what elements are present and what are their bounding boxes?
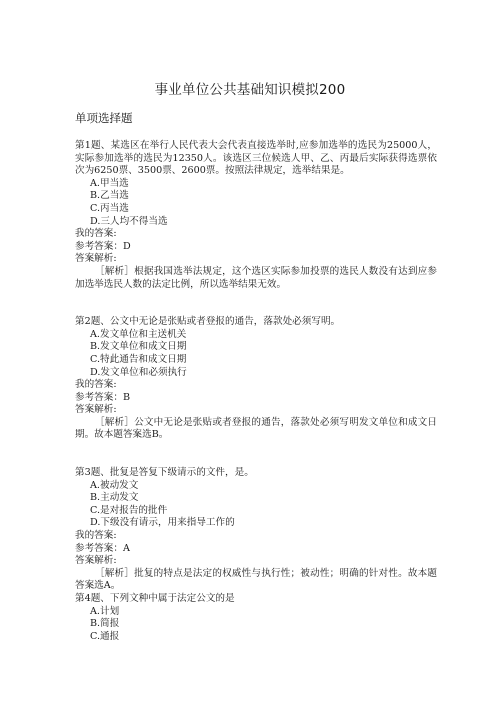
my-answer-label: 我的答案:	[75, 228, 117, 240]
option-list	[75, 606, 437, 644]
option-a: A.甲当选	[90, 177, 129, 189]
option-d: D.三人均不得当选	[90, 215, 168, 227]
my-answer-label: 我的答案:	[75, 379, 117, 391]
reference-answer: 参考答案：D	[75, 240, 131, 252]
option-b: B.简报	[90, 618, 120, 630]
my-answer-label: 我的答案:	[75, 530, 117, 542]
analysis-text: ［解析］公文中无论是张贴或者登报的通告，落款处必须写明发文单位和成文日期。故本题答案选B。	[75, 416, 437, 441]
analysis-label: 答案解析:	[75, 404, 117, 416]
section-heading: 单项选择题	[75, 111, 133, 125]
option-b: B.发文单位和成文日期	[90, 341, 187, 353]
option-list	[75, 178, 437, 228]
option-list	[75, 480, 437, 530]
question-text: 第4题、下列文种中属于法定公文的是	[75, 593, 235, 604]
option-c: C.通报	[90, 630, 120, 642]
option-c: C.是对报告的批件	[90, 504, 168, 516]
analysis-label: 答案解析:	[75, 555, 117, 567]
option-d: D.下级没有请示，用来指导工作的	[90, 517, 235, 529]
option-b: B.乙当选	[90, 190, 129, 202]
reference-answer: 参考答案：A	[75, 542, 130, 554]
analysis-label: 答案解析:	[75, 253, 117, 265]
option-c: C.丙当选	[90, 202, 129, 214]
question-2	[75, 316, 437, 442]
analysis-text: ［解析］批复的特点是法定的权威性与执行性；被动性；明确的针对性。故本题答案选A。	[75, 567, 437, 592]
question-1	[75, 140, 437, 291]
option-list	[75, 329, 437, 379]
spacer	[75, 291, 437, 316]
option-a: A.被动发文	[90, 479, 139, 491]
option-a: A.发文单位和主送机关	[90, 328, 187, 340]
document-title: 事业单位公共基础知识模拟200	[154, 82, 346, 98]
question-text: 第1题、某选区在举行人民代表大会代表直接选举时,应参加选举的选民为25000人，实际参加选举的选民为12350人。该选区三位候选人甲、乙、丙最后实际获得选票依次为6250票、3500票、2600票。按照法律规定，选举结果是。	[75, 140, 437, 177]
option-a: A.计划	[90, 605, 120, 617]
option-c: C.特此通告和成文日期	[90, 353, 187, 365]
option-b: B.主动发文	[90, 492, 139, 504]
question-4	[75, 593, 437, 643]
reference-answer: 参考答案：B	[75, 391, 131, 403]
analysis-text: ［解析］根据我国选举法规定，这个选区实际参加投票的选民人数没有达到应参加选举选民人数的法定比例，所以选举结果无效。	[75, 265, 437, 290]
question-text: 第2题、公文中无论是张贴或者登报的通告，落款处必须写明。	[75, 316, 341, 328]
option-d: D.发文单位和必须执行	[90, 366, 187, 378]
spacer	[75, 442, 437, 467]
question-3	[75, 467, 437, 593]
question-text: 第3题、批复是答复下级请示的文件，是。	[75, 467, 254, 479]
question-list	[75, 140, 437, 643]
